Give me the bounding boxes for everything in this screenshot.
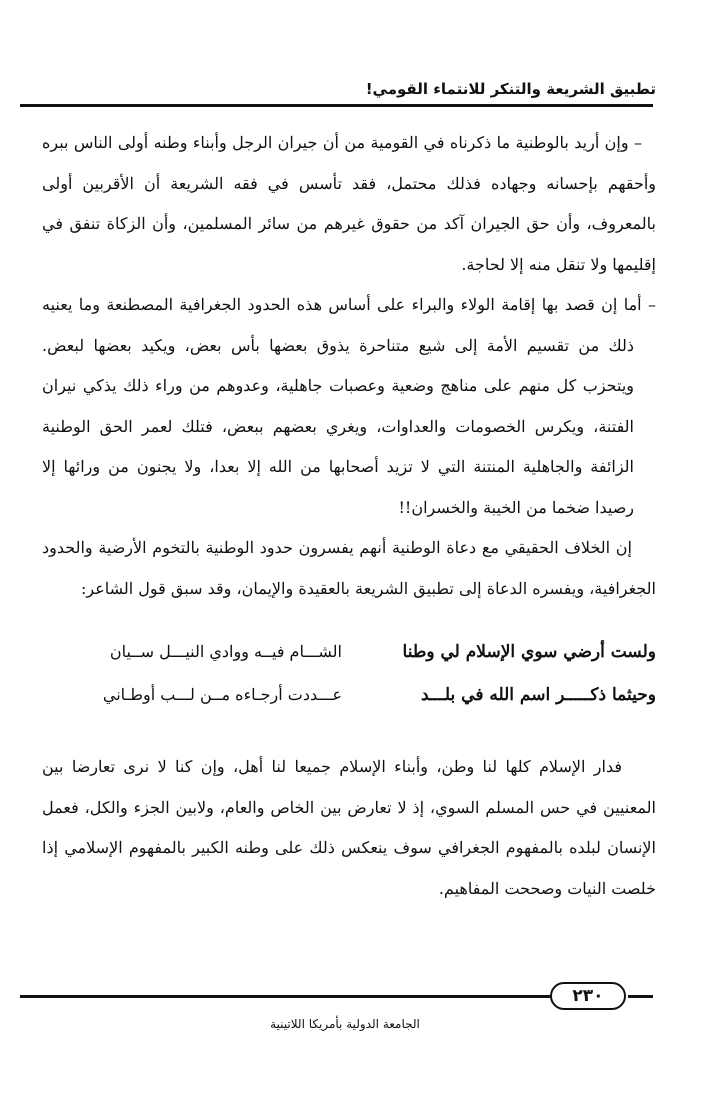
paragraph-patriotism-acceptable: – وإن أريد بالوطنية ما ذكرناه في القومية من أن جيران الرجل وأبناء وطنه أولى الناس ببره وأحقهم بإحسانه وجهاده فذلك محتمل، فقد تأسس في فقه الشريعة أن الأقربين أولى بالمعروف، وأن حق الجيران آكد من حقوق غيرهم من سائر المسلمين، وأن الزكاة تنفق في إقليمها ولا تنقل منه إلا لحاجة.	[42, 133, 656, 274]
paragraph-true-disagreement: إن الخلاف الحقيقي مع دعاة الوطنية أنهم يفسرون حدود الوطنية بالتخوم الأرضية والحدود الجغرافية، ويفسره الدعاة إلى تطبيق الشريعة بالعقيدة والإيمان، وقد سبق قول الشاعر:	[42, 538, 656, 598]
header-rule	[20, 104, 653, 107]
verse-second-hemistich: عـــددت أرجـاءه مــن لـــب أوطـاني	[102, 685, 342, 704]
poem-verse	[42, 632, 656, 675]
closing-text	[42, 747, 656, 909]
footer-institution: الجامعة الدولية بأمريكا اللاتينية	[270, 1017, 420, 1031]
footer-rule-left	[20, 995, 550, 998]
footer-rule-right	[628, 995, 653, 998]
body-text	[42, 123, 656, 609]
verse-first-hemistich: ولست أرضي سوي الإسلام لي وطنا	[402, 642, 656, 662]
poem-verse	[42, 675, 656, 718]
verse-first-hemistich: وحيثما ذكـــــر اسم الله في بلـــد	[421, 685, 656, 705]
paragraph-patriotism-rejected: – أما إن قصد بها إقامة الولاء والبراء على أساس هذه الحدود الجغرافية المصطنعة وما يعنيه ذلك من تقسيم الأمة إلى شيع متناحرة يذوق بعضها بأس بعض، ويكيد بعضها لبعض. ويتحزب كل منهم على مناهج وضعية وعصبات جاهلية، وعدوهم من وراء ذلك يذكي نيران الفتنة، ويكرس الخصومات والعداوات، ويغري بعضهم ببعض، فتلك لعمر الحق الوطنية الزائفة والجاهلية المنتنة التي لا تزيد أصحابها من الله إلا بعدا، ولا يجنون من ورائها إلا رصيدا ضخما من الخيبة والخسران!!	[42, 295, 656, 517]
poem	[42, 632, 656, 718]
verse-second-hemistich: الشـــام فيــه ووادي النيـــل ســيان	[109, 642, 342, 661]
running-title: تطبيق الشريعة والتنكر للانتماء القومي!	[365, 80, 656, 98]
paragraph-closing: فدار الإسلام كلها لنا وطن، وأبناء الإسلام جميعا لنا أهل، وإن كنا لا نرى تعارضا بين المعنيين في حس المسلم السوي، إذ لا تعارض بين الخاص والعام، ولابين الجزء والكل، فعمل الإنسان لبلده بالمفهوم الجغرافي سوف ينعكس ذلك على وطنه الكبير بالمفهوم الإسلامي إذا خلصت النيات وصححت المفاهيم.	[42, 757, 656, 898]
page-number: ٢٣٠	[550, 982, 626, 1010]
